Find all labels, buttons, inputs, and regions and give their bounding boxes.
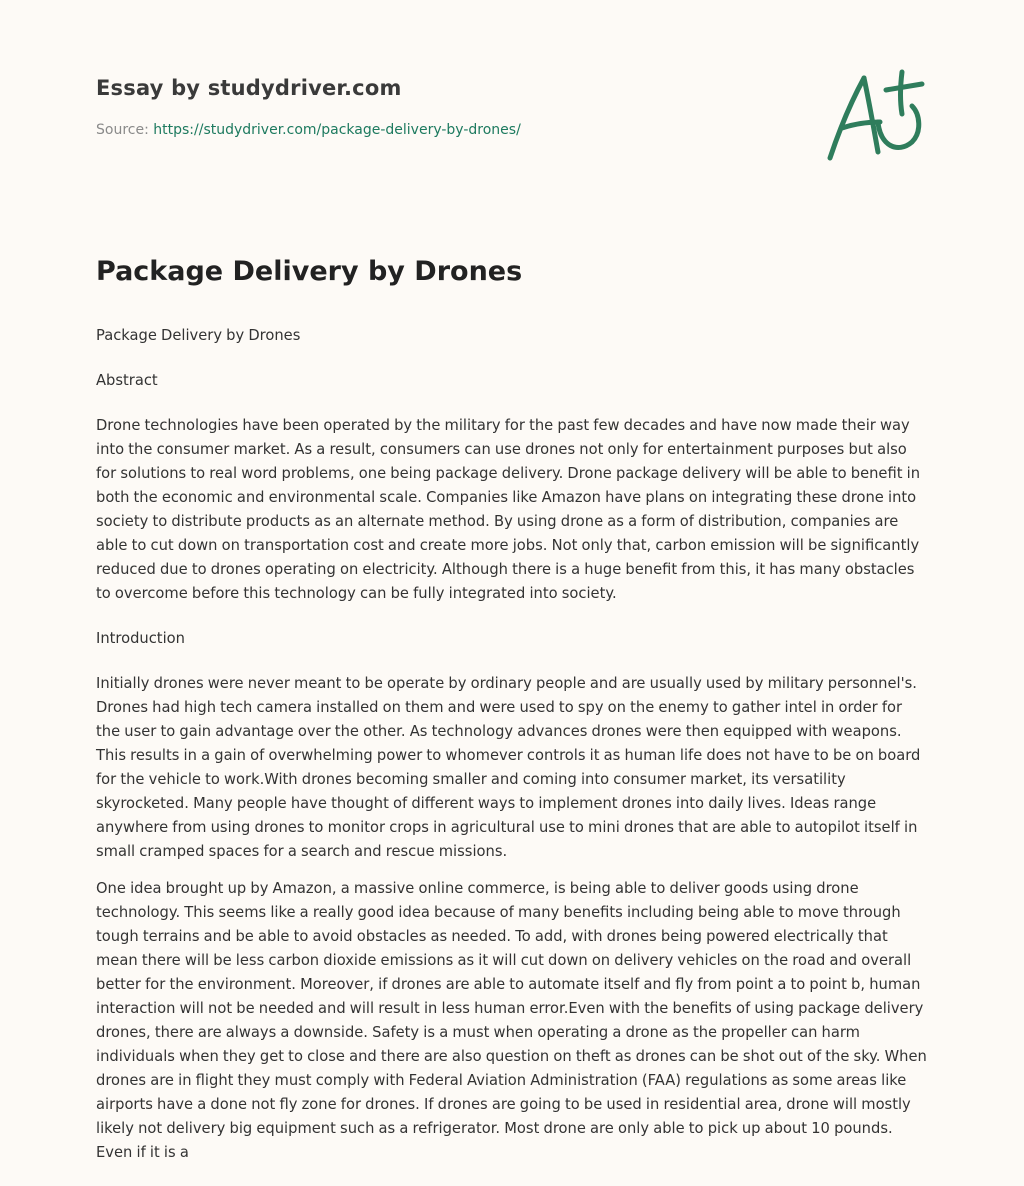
source-link[interactable]: https://studydriver.com/package-delivery-by-drones/ — [153, 122, 521, 138]
abstract-heading: Abstract — [96, 372, 158, 389]
introduction-heading: Introduction — [96, 630, 185, 647]
abstract-paragraph: Drone technologies have been operated by the military for the past few decades and have now made their way into the consumer market. As a result, consumers can use drones not only for entertainment purposes but also for solutions to real word problems, one being package delivery. Drone package delivery will be able to benefit in both the economic and environmental scale. Companies like Amazon have plans on integrating these drone into society to distribute products as an alternate method. By using drone as a form of distribution, companies are able to cut down on transportation cost and create more jobs. Not only that, carbon emission will be significantly reduced due to drones operating on electricity. Although there is a huge benefit from this, it has many obstacles to overcome before this technology can be fully integrated into society. — [96, 417, 921, 602]
a-plus-logo-icon — [820, 66, 930, 166]
source-line — [96, 122, 796, 138]
site-title: Essay by studydriver.com — [96, 76, 402, 100]
source-label: Source: — [96, 122, 154, 138]
essay-title: Package Delivery by Drones — [96, 256, 523, 287]
essay-content — [96, 252, 930, 1186]
introduction-paragraph-2: One idea brought up by Amazon, a massive online commerce, is being able to deliver goods using drone technology. This seems like a really good idea because of many benefits including being able to move through tough terrains and be able to avoid obstacles as needed. To add, with drones being powered electrically that mean there will be less carbon dioxide emissions as it will cut down on delivery vehicles on the road and overall better for the environment. Moreover, if drones are able to automate itself and fly from point a to point b, human interaction will not be needed and will result in less human error.Even with the benefits of using package delivery drones, there are always a downside. Safety is a must when operating a drone as the propeller can harm individuals when they get to close and there are also question on theft as drones can be shot out of the sky. When drones are in flight they must comply with Federal Aviation Administration (FAA) regulations as some areas like airports have a done not fly zone for drones. If drones are going to be used in residential area, drone will mostly likely not delivery big equipment such as a refrigerator. Most drone are only able to pick up about 10 pounds. Even if it is a — [96, 880, 927, 1161]
essay-header — [96, 76, 796, 138]
introduction-paragraph-1: Initially drones were never meant to be operate by ordinary people and are usually used by military personnel's. Drones had high tech camera installed on them and were used to spy on the enemy to gather intel in order for the user to gain advantage over the other. As technology advances drones were then equipped with weapons. This results in a gain of overwhelming power to whomever controls it as human life does not have to be on board for the vehicle to work.With drones becoming smaller and coming into consumer market, its versatility skyrocketed. Many people have thought of different ways to implement drones into daily lives. Ideas range anywhere from using drones to monitor crops in agricultural use to mini drones that are able to autopilot itself in small cramped spaces for a search and rescue missions. — [96, 675, 921, 860]
essay-subtitle: Package Delivery by Drones — [96, 327, 301, 344]
